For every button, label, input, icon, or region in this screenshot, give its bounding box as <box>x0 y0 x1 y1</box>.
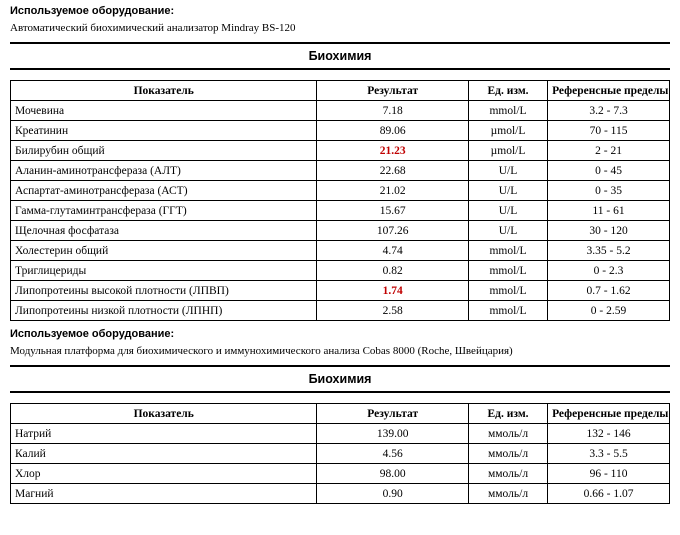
reference-range-cell: 3.2 - 7.3 <box>548 101 670 121</box>
parameter-name-cell: Билирубин общий <box>11 141 317 161</box>
column-header-parameter: Показатель <box>11 81 317 101</box>
result-cell: 107.26 <box>317 221 469 241</box>
table-row <box>11 444 670 464</box>
equipment-block-1 <box>10 5 670 35</box>
table-row <box>11 181 670 201</box>
result-cell: 21.23 <box>317 141 469 161</box>
unit-cell: U/L <box>468 161 547 181</box>
parameter-name-cell: Креатинин <box>11 121 317 141</box>
column-header-unit: Ед. изм. <box>468 404 547 424</box>
unit-cell: U/L <box>468 181 547 201</box>
result-cell: 4.56 <box>317 444 469 464</box>
parameter-name-cell: Холестерин общий <box>11 241 317 261</box>
parameter-name-cell: Гамма-глутаминтрансфераза (ГГТ) <box>11 201 317 221</box>
table-row <box>11 101 670 121</box>
parameter-name-cell: Хлор <box>11 464 317 484</box>
parameter-name-cell: Магний <box>11 484 317 504</box>
unit-cell: mmol/L <box>468 101 547 121</box>
parameter-name-cell: Щелочная фосфатаза <box>11 221 317 241</box>
unit-cell: mmol/L <box>468 241 547 261</box>
column-header-parameter: Показатель <box>11 404 317 424</box>
reference-range-cell: 70 - 115 <box>548 121 670 141</box>
column-header-range: Референсные пределы <box>548 81 670 101</box>
column-header-result: Результат <box>317 404 469 424</box>
equipment-name: Модульная платформа для биохимического и иммунохимического анализа Cobas 8000 (Roche, Швейцария) <box>10 345 513 357</box>
result-cell: 139.00 <box>317 424 469 444</box>
unit-cell: ммоль/л <box>468 444 547 464</box>
reference-range-cell: 0 - 45 <box>548 161 670 181</box>
parameter-name-cell: Липопротеины низкой плотности (ЛПНП) <box>11 301 317 321</box>
section-title-bar <box>10 365 670 393</box>
table-row <box>11 301 670 321</box>
unit-cell: µmol/L <box>468 141 547 161</box>
section-title-bar <box>10 42 670 70</box>
parameter-name-cell: Триглицериды <box>11 261 317 281</box>
column-header-unit: Ед. изм. <box>468 81 547 101</box>
reference-range-cell: 3.35 - 5.2 <box>548 241 670 261</box>
unit-cell: ммоль/л <box>468 424 547 444</box>
unit-cell: U/L <box>468 201 547 221</box>
unit-cell: U/L <box>468 221 547 241</box>
table-row <box>11 141 670 161</box>
parameter-name-cell: Аланин-аминотрансфераза (АЛТ) <box>11 161 317 181</box>
reference-range-cell: 0 - 2.3 <box>548 261 670 281</box>
biochemistry-table-1 <box>10 80 670 321</box>
table-row <box>11 121 670 141</box>
section-title: Биохимия <box>308 49 372 63</box>
biochemistry-table-2 <box>10 403 670 504</box>
table-header-row <box>11 404 670 424</box>
equipment-label: Используемое оборудование: <box>10 5 175 17</box>
unit-cell: mmol/L <box>468 301 547 321</box>
unit-cell: ммоль/л <box>468 464 547 484</box>
parameter-name-cell: Мочевина <box>11 101 317 121</box>
result-cell: 89.06 <box>317 121 469 141</box>
result-cell: 0.82 <box>317 261 469 281</box>
table-row <box>11 464 670 484</box>
reference-range-cell: 30 - 120 <box>548 221 670 241</box>
equipment-name: Автоматический биохимический анализатор Mindray BS-120 <box>10 22 296 34</box>
table-row <box>11 261 670 281</box>
result-cell: 1.74 <box>317 281 469 301</box>
unit-cell: ммоль/л <box>468 484 547 504</box>
result-cell: 2.58 <box>317 301 469 321</box>
table-row <box>11 201 670 221</box>
table-row <box>11 424 670 444</box>
table-row <box>11 161 670 181</box>
result-cell: 22.68 <box>317 161 469 181</box>
parameter-name-cell: Липопротеины высокой плотности (ЛПВП) <box>11 281 317 301</box>
equipment-label: Используемое оборудование: <box>10 328 175 340</box>
unit-cell: mmol/L <box>468 281 547 301</box>
unit-cell: µmol/L <box>468 121 547 141</box>
reference-range-cell: 132 - 146 <box>548 424 670 444</box>
table-header-row <box>11 81 670 101</box>
table-row <box>11 241 670 261</box>
result-cell: 7.18 <box>317 101 469 121</box>
table-row <box>11 221 670 241</box>
result-cell: 15.67 <box>317 201 469 221</box>
parameter-name-cell: Калий <box>11 444 317 464</box>
reference-range-cell: 96 - 110 <box>548 464 670 484</box>
result-cell: 4.74 <box>317 241 469 261</box>
parameter-name-cell: Аспартат-аминотрансфераза (АСТ) <box>11 181 317 201</box>
equipment-block-2 <box>10 328 670 358</box>
column-header-range: Референсные пределы <box>548 404 670 424</box>
reference-range-cell: 0.66 - 1.07 <box>548 484 670 504</box>
column-header-result: Результат <box>317 81 469 101</box>
result-cell: 21.02 <box>317 181 469 201</box>
reference-range-cell: 11 - 61 <box>548 201 670 221</box>
section-title: Биохимия <box>308 372 372 386</box>
reference-range-cell: 3.3 - 5.5 <box>548 444 670 464</box>
result-cell: 98.00 <box>317 464 469 484</box>
unit-cell: mmol/L <box>468 261 547 281</box>
reference-range-cell: 0 - 2.59 <box>548 301 670 321</box>
reference-range-cell: 2 - 21 <box>548 141 670 161</box>
reference-range-cell: 0.7 - 1.62 <box>548 281 670 301</box>
parameter-name-cell: Натрий <box>11 424 317 444</box>
result-cell: 0.90 <box>317 484 469 504</box>
reference-range-cell: 0 - 35 <box>548 181 670 201</box>
table-row <box>11 484 670 504</box>
table-row <box>11 281 670 301</box>
